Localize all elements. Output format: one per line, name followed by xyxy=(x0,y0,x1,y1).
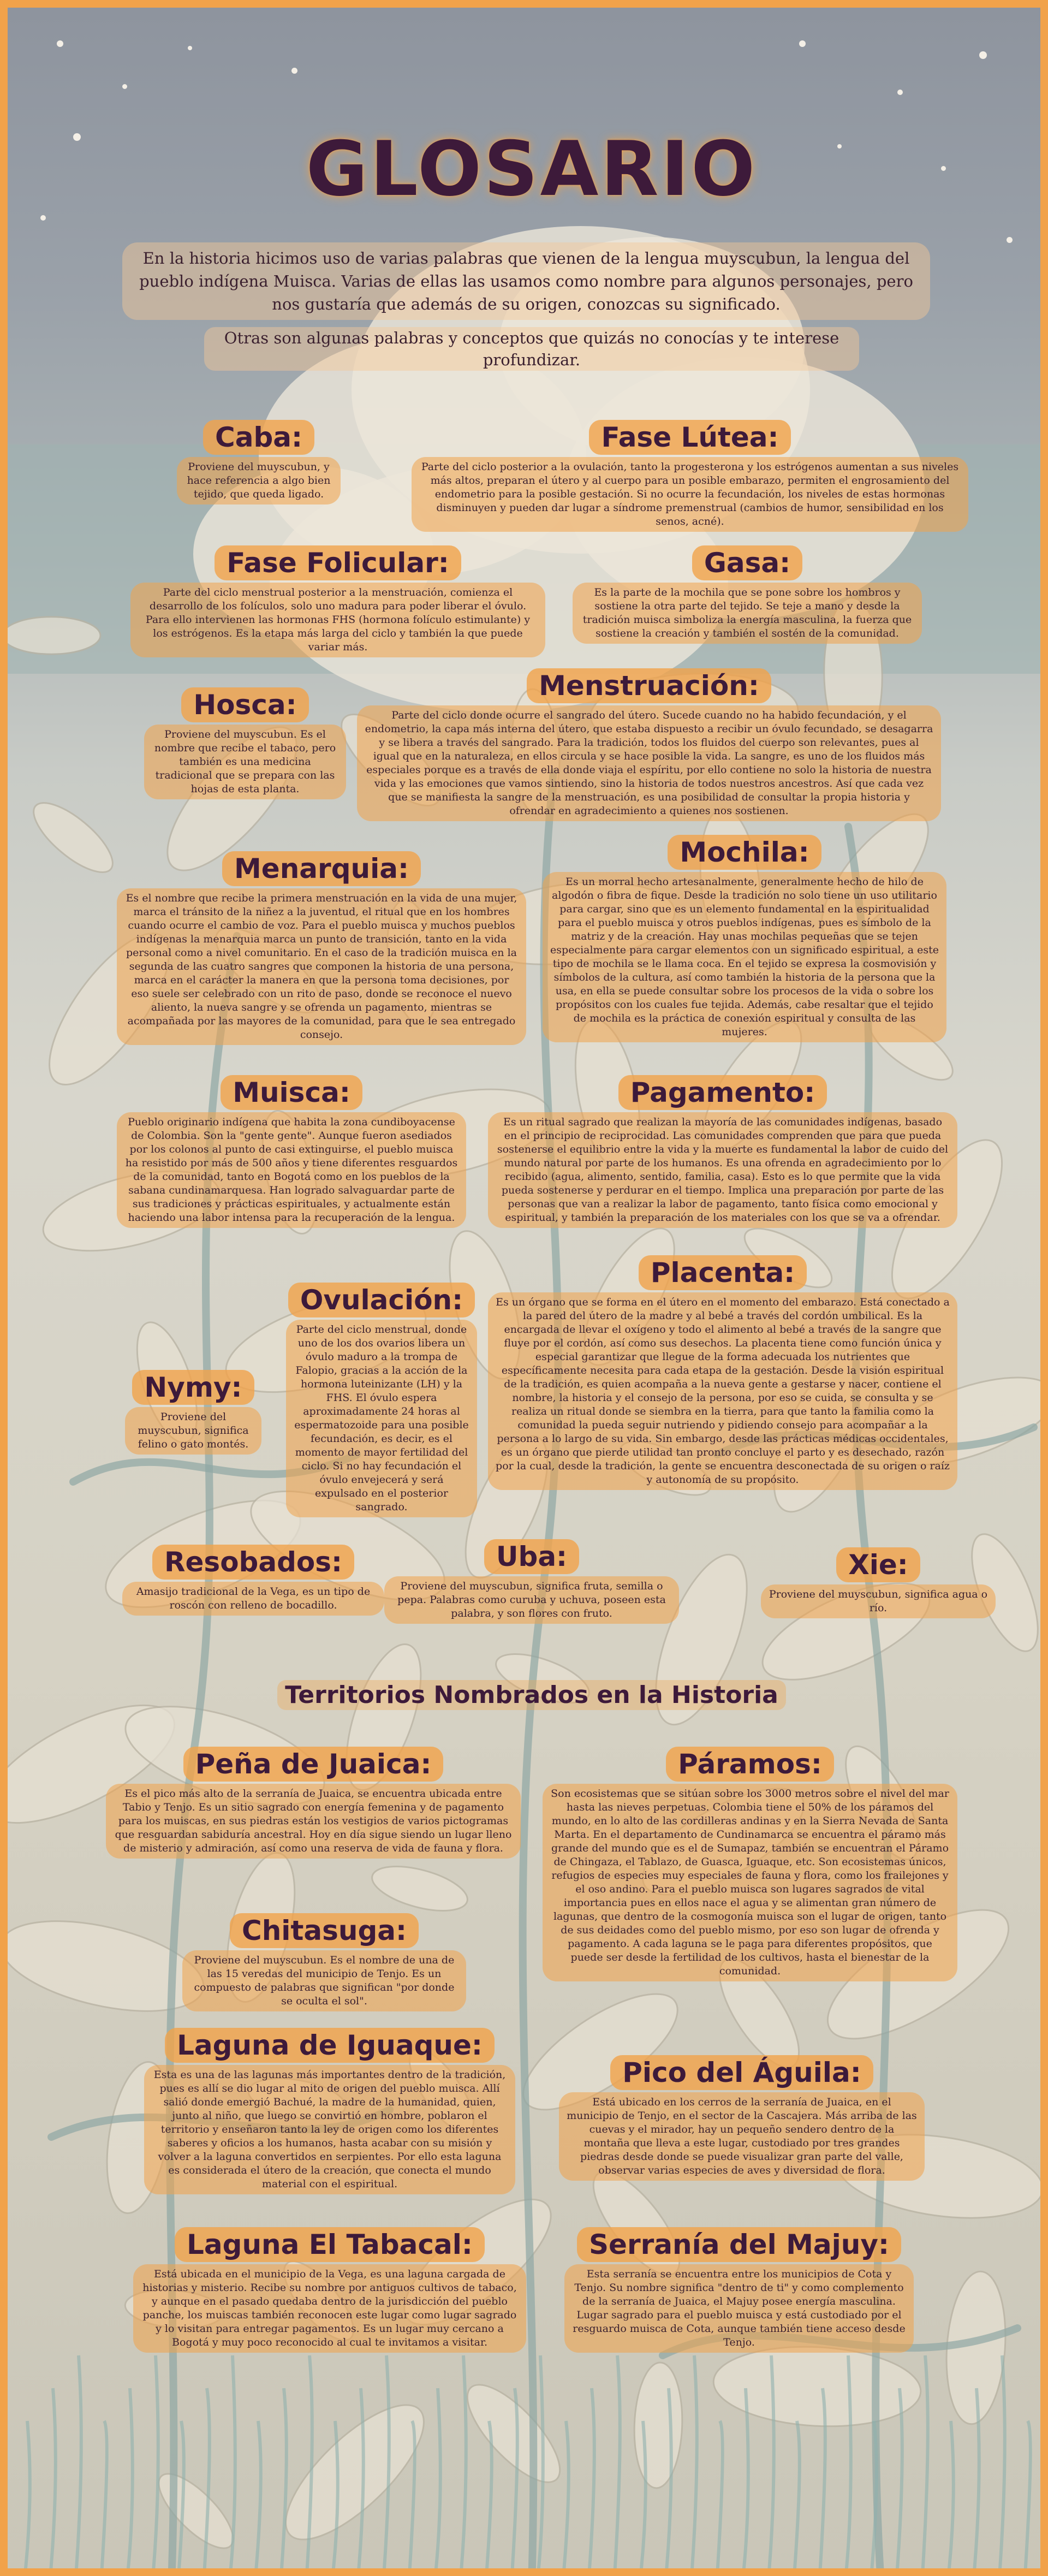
card-title: Ovulación: xyxy=(288,1283,475,1317)
card-title: Laguna de Iguaque: xyxy=(165,2028,495,2063)
intro-text: En la historia hicimos uso de varias palabras que vienen de la lengua muyscubun, la lengua del pueblo indígena Muisca. Varias de ellas las usamos como nombre para algunos personajes, pero nos gustaría que además de su origen, conozcas su significado. xyxy=(122,242,930,320)
leaf-shape xyxy=(23,792,123,883)
glossary-card-hosca xyxy=(144,687,346,799)
territory-card-serrania-del-majuy xyxy=(564,2227,914,2353)
card-title: Serranía del Majuy: xyxy=(577,2227,901,2262)
leaf-shape xyxy=(8,617,100,654)
card-title: Uba: xyxy=(484,1539,579,1574)
star xyxy=(897,90,903,95)
glossary-card-fase-lutea xyxy=(412,420,968,532)
grass-blade xyxy=(614,2355,620,2576)
grass-blade xyxy=(999,2355,1005,2576)
star xyxy=(40,215,46,221)
card-title: Nymy: xyxy=(132,1370,254,1405)
glossary-card-gasa xyxy=(573,545,922,644)
territories-heading-text: Territorios Nombrados en la Historia xyxy=(277,1680,786,1710)
grass-blade xyxy=(101,2421,107,2576)
card-title: Pagamento: xyxy=(618,1075,827,1110)
card-definition: Proviene del muyscubun, significa fruta, semilla o pepa. Palabras como curuba y uchuva, poseen esta palabra, y son flores con fruto. xyxy=(384,1576,679,1624)
grass-blade xyxy=(152,2355,158,2576)
territory-card-paramos xyxy=(543,1747,957,1981)
card-title: Chitasuga: xyxy=(230,1913,419,1948)
glossary-card-ovulacion xyxy=(286,1283,477,1517)
grass-blade xyxy=(75,2355,81,2576)
grass-blade xyxy=(1025,2421,1031,2576)
page-title: GLOSARIO xyxy=(306,125,758,213)
grass-blade xyxy=(742,2388,748,2576)
card-title: Menarquia: xyxy=(222,851,421,886)
territory-card-laguna-de-iguaque xyxy=(144,2028,515,2194)
grass-blade xyxy=(691,2355,697,2576)
card-title: Mochila: xyxy=(668,835,821,870)
card-definition: Pueblo originario indígena que habita la zona cundiboyacense de Colombia. Son la "gente gente". Aunque fueron asediados por los colonos al punto de casi extinguirse, el pueblo muisca ha resistido por más de 500 años y tiene diferentes resguardos de la comunidad, tanto en Bogotá como en los pueblos de la sabana cundinamarquesa. Han logrado salvaguardar parte de sus tradiciones y prácticas espirituales, y actualmente están haciendo una labor intensa para la recuperación de la lengua. xyxy=(117,1112,466,1228)
grass-blade xyxy=(794,2421,800,2576)
glossary-card-nymy xyxy=(125,1370,261,1455)
card-definition: Es un órgano que se forma en el útero en el momento del embarazo. Está conectado a la pared del útero de la madre y al bebé a través del cordón umbilical. Es la encargada de llevar el oxígeno y todo el alimento al bebé a través de la sangre que fluye por el cordón, así como sus desechos. La placenta tiene como función única y especial garantizar que llegue de la forma adecuada los nutrientes que específicamente necesita para cada etapa de la gestación. Desde la visión espiritual de la tradición, es quien acompaña a la nueva gente a gestarse y nacer, contiene el nombre, la historia y el consejo de la persona, por eso se cuida, se consulta y se realiza un ritual donde se siembra en la tierra, para que tanto la familia como la comunidad la pueda seguir nutriendo y pidiendo consejo para acompañar a la persona a lo largo de su vida. Sin embargo, desde las prácticas médicas occidentales, es un órgano que pierde utilidad tan pronto concluye el parto y es desechado, razón por la cual, desde la tradición, la gente se encuentra desconectada de su origen o raíz y autonomía de su propósito. xyxy=(488,1292,957,1490)
grass-blade xyxy=(24,2421,30,2576)
card-definition: Está ubicado en los cerros de la serranía de Juaica, en el municipio de Tenjo, en el sector de la Cascajera. Más arriba de las cuevas y el mirador, hay un pequeño sendero dentro de la montaña que lleva a este lugar, custodiado por tres grandes piedras desde donde se puede visualizar gran parte del valle, observar varias especies de aves y diversidad de flora. xyxy=(559,2092,925,2181)
star xyxy=(291,68,297,74)
grass-blade xyxy=(460,2355,466,2576)
card-title: Páramos: xyxy=(666,1747,834,1782)
grass-blade xyxy=(922,2355,928,2576)
grass-blade xyxy=(127,2388,133,2576)
card-title: Caba: xyxy=(203,420,314,455)
card-title: Menstruación: xyxy=(527,668,771,703)
card-title: Xie: xyxy=(836,1547,920,1582)
glossary-card-fase-folicular xyxy=(130,545,545,657)
glossary-card-menstruacion xyxy=(357,668,941,821)
card-definition: Parte del ciclo posterior a la ovulación, tanto la progesterona y los estrógenos aumentan a sus niveles más altos, preparan el útero y al cuerpo para un posible embarazo, permiten el engrosamiento del endometrio para la posible gestación. Si no ocurre la fecundación, los niveles de estas hormonas disminuyen y pueden dar lugar a síndrome premenstrual (cambios de humor, sensibilidad en los senos, acné). xyxy=(412,457,968,532)
territories-heading xyxy=(8,1681,1048,1709)
card-definition: Proviene del muyscubun. Es el nombre que recibe el tabaco, pero también es una medicina tradicional que se prepara con las hojas de esta planta. xyxy=(144,725,346,799)
grass-blade xyxy=(486,2421,492,2576)
territory-card-chitasuga xyxy=(182,1913,466,2011)
grass-blade xyxy=(948,2421,954,2576)
territory-card-pico-del-aguila xyxy=(559,2055,925,2181)
leaf-shape xyxy=(632,2362,684,2489)
grass-blade xyxy=(434,2388,440,2576)
card-definition: Es un ritual sagrado que realizan la mayoría de las comunidades indígenas, basado en el principio de reciprocidad. Las comunidades comprenden que para que pueda sostenerse el equilibrio entre la vida y la muerte es fundamental la labor de cuido del mundo natural por parte de los humanos. Es una ofrenda en agradecimiento por lo recibido (agua, alimento, sentido, familia, casa). Esto es lo que permite que la vida pueda sostenerse y perdurar en el tiempo. Implica una preparación por parte de las personas que van a realizar la labor de pagamento, tanto física como emocional y espiritual, y también la preparación de los materiales con los que se va a ofrendar. xyxy=(488,1112,957,1228)
grass-blade xyxy=(563,2421,569,2576)
grass-blade xyxy=(588,2388,594,2576)
card-definition: Proviene del muyscubun, y hace referencia a algo bien tejido, que queda ligado. xyxy=(177,457,341,504)
card-title: Gasa: xyxy=(692,545,802,580)
card-definition: Es la parte de la mochila que se pone sobre los hombros y sostiene la otra parte del tejido. Se teje a mano y desde la tradición muisca simboliza la energía masculina, la fuerza que sostiene la creación y también el sostén de la comunidad. xyxy=(573,583,922,644)
star xyxy=(188,46,192,50)
glossary-card-uba xyxy=(384,1539,679,1624)
grass-blade xyxy=(255,2421,261,2576)
grass-blade xyxy=(281,2388,287,2576)
grass-blade xyxy=(306,2355,312,2576)
leaf-shape xyxy=(8,1904,212,2028)
card-definition: Parte del ciclo menstrual posterior a la menstruación, comienza el desarrollo de los folículos, solo uno madura para poder liberar el óvulo. Para ello intervienen las hormonas FHS (hormona folículo estimulante) y los estrógenos. Es la etapa más larga del ciclo y también la que puede variar más. xyxy=(130,583,545,657)
card-title: Fase Folicular: xyxy=(215,545,461,580)
card-definition: Parte del ciclo menstrual, donde uno de los dos ovarios libera un óvulo maduro a la trompa de Falopio, gracias a la acción de la hormona luteinizante (LH) y la FHS. El óvulo espera aproximadamente 24 horas al espermatozoide para una posible fecundación, es decir, es el momento de mayor fertilidad del ciclo. Si no hay fecundación el óvulo envejecerá y será expulsado en el posterior sangrado. xyxy=(286,1320,477,1517)
grass-blade xyxy=(204,2388,210,2576)
card-definition: Proviene del muyscubun, significa felino o gato montés. xyxy=(125,1407,261,1455)
card-definition: Proviene del muyscubun, significa agua o río. xyxy=(761,1584,996,1618)
glossary-card-pagamento xyxy=(488,1075,957,1228)
card-title: Muisca: xyxy=(221,1075,362,1110)
grass-blade xyxy=(50,2388,56,2576)
star xyxy=(1007,237,1013,243)
glossary-card-xie xyxy=(761,1547,996,1618)
grass-blade xyxy=(717,2421,723,2576)
grass-blade xyxy=(896,2388,902,2576)
card-title: Pico del Águila: xyxy=(610,2055,873,2090)
card-definition: Proviene del muyscubun. Es el nombre de una de las 15 veredas del municipio de Tenjo. Es un compuesto de palabras que significan "por donde se oculta el sol". xyxy=(182,1950,466,2011)
glossary-card-muisca xyxy=(117,1075,466,1228)
card-title: Placenta: xyxy=(639,1255,807,1290)
leaf-shape xyxy=(367,1858,472,1920)
star xyxy=(979,51,987,59)
glossary-card-mochila xyxy=(543,835,946,1042)
card-definition: Es el pico más alto de la serranía de Juaica, se encuentra ubicada entre Tabio y Tenjo. Es un sitio sagrado con energía femenina y de pagamento para los muiscas, en sus piedras están los vestigios de varios pictogramas que resguardan sabiduría ancestral. Hoy en día sigue siendo un lugar lleno de misterio y admiración, así como una reserva de vida de fauna y flora. xyxy=(106,1784,521,1859)
leaf-shape xyxy=(148,2463,244,2559)
card-definition: Es el nombre que recibe la primera menstruación en la vida de una mujer, marca el tránsito de la niñez a la juventud, el ritual que en los hombres cuando ocurre el cambio de voz. Para el pueblo muisca y muchos pueblos indígenas la menarquia marca un punto de transición, tanto en la vida personal como a nivel comunitario. En el caso de la tradición muisca en la segunda de las cuatro sangres que componen la historia de una persona, marca en el carácter la manera en que la persona toma decisiones, por eso suele ser celebrado con un rito de paso, donde se reconoce el nuevo aliento, la nueva sangre y se ofrenda un pagamento, mientras se acompañada por las mayores de la comunidad, para que le sea entregado consejo. xyxy=(117,888,526,1045)
star xyxy=(57,40,63,47)
card-definition: Está ubicada en el municipio de la Vega, es una laguna cargada de historias y misterio. Recibe su nombre por antiguos cultivos de tabaco, y aunque en el pasado quedaba dentro de la jurisdicción del pueblo panche, los muiscas también reconocen este lugar como lugar sagrado y lo visitan para entregar pagamentos. Es un lugar muy cercano a Bogotá y muy poco reconocido al cual te invitamos a visitar. xyxy=(133,2264,526,2353)
card-title: Peña de Juaica: xyxy=(183,1747,444,1782)
glossary-card-menarquia xyxy=(117,851,526,1045)
card-definition: Parte del ciclo donde ocurre el sangrado del útero. Sucede cuando no ha habido fecundación, y el endometrio, la capa más interna del útero, que estaba dispuesto a recibir un óvulo fecundado, se desagarra y se libera a través del sangrado. Para la tradición, todos los fluidos del cuerpo son relevantes, pues al igual que en la naturaleza, en ellos circula y se hace posible la vida. La sangre, es uno de los fluidos más especiales porque es a través de ella donde viaja el espíritu, por ello contiene no solo la historia de nuestra vida y las emociones que vamos sintiendo, sino la historia de todos nuestros ancestros. Así que cada vez que se manifiesta la sangre de la menstruación, es una posibilidad de consultar la propia historia y ofrendar en agradecimiento a quienes nos sostienen. xyxy=(357,705,941,821)
star xyxy=(799,40,806,47)
card-definition: Amasijo tradicional de la Vega, es un tipo de roscón con relleno de bocadillo. xyxy=(122,1582,384,1616)
card-title: Laguna El Tabacal: xyxy=(175,2227,485,2262)
glossary-card-caba xyxy=(177,420,341,504)
card-definition: Es un morral hecho artesanalmente, generalmente hecho de hilo de algodón o fibra de fique. Desde la tradición no solo tiene un uso utilitario para cargar, sino que es un elemento fundamental en la espiritualidad para el pueblo muisca y otros pueblos indígenas, pues es símbolo de la matriz y de la creación. Hay unas mochilas pequeñas que se tejen especialmente para cargar elementos con un significado espiritual, a este tipo de mochila se le llama coca. En el tejido se expresa la cosmovisión y símbolos de la cultura, así como también la historia de la persona que la usa, en ella se puede consultar sobre los procesos de la vida o sobre los propósitos con los cuales fue tejida. Además, cabe resaltar que el tejido de mochila es la práctica de conexión espiritual y consulta de las mujeres. xyxy=(543,872,946,1042)
territory-card-laguna-el-tabacal xyxy=(133,2227,526,2353)
card-definition: Esta es una de las lagunas más importantes dentro de la tradición, pues es allí se dio lugar al mito de origen del pueblo muisca. Allí salió donde emergió Bachué, la madre de la humanidad, quien, junto al niño, que luego se convirtió en hombre, poblaron el territorio y enseñaron tanto la ley de origen como los diferentes saberes y oficios a los humanos, hasta acabar con su misión y volver a la laguna convertidos en serpientes. Por ello esta laguna es considerada el útero de la creación, que conecta el mundo material con el espiritual. xyxy=(144,2065,515,2194)
leaf-shape xyxy=(266,2385,443,2559)
glossary-card-placenta xyxy=(488,1255,957,1490)
leaf-shape xyxy=(711,2342,922,2431)
star xyxy=(122,84,127,89)
card-definition: Son ecosistemas que se sitúan sobre los 3000 metros sobre el nivel del mar hasta las nieves perpetuas. Colombia tiene el 50% de los páramos del mundo, en lo alto de las cordilleras andinas y en la Sierra Nevada de Santa Marta. En el departamento de Cundinamarca se encuentra el páramo más grande del mundo que es el de Sumapaz, también se encuentran el Páramo de Chingaza, el Tablazo, de Guasca, Iguaque, etc. Son ecosistemas únicos, refugios de especies muy especiales de fauna y flora, como los frailejones y el oso andino. Para el pueblo muisca son lugares sagrados de vital importancia pues en ellos nace el agua y se alimentan gran número de lagunas, que dentro de la cosmogonía muisca son el lugar de origen, tanto de sus deidades como del pueblo mismo, por eso son lugar de ofrenda y pagamento. A cada laguna se le paga para diferentes propósitos, que puede ser desde la fertilidad de los cultivos, hasta el bienestar de la comunidad. xyxy=(543,1784,957,1981)
intro-subtext: Otras son algunas palabras y conceptos que quizás no conocías y te interese profundizar. xyxy=(204,327,859,371)
card-title: Hosca: xyxy=(181,687,308,722)
territory-card-pena-de-juaica xyxy=(106,1747,521,1859)
card-definition: Esta serranía se encuentra entre los municipios de Cota y Tenjo. Su nombre significa "dentro de ti" y como complemento de la serranía de Juaica, el Majuy posee energía masculina. Lugar sagrado para el pueblo muisca y está custodiado por el resguardo muisca de Cota, aunque también tiene acceso desde Tenjo. xyxy=(564,2264,914,2353)
card-title: Fase Lútea: xyxy=(589,420,790,455)
card-title: Resobados: xyxy=(152,1545,354,1580)
glossary-card-resobados xyxy=(122,1545,384,1616)
